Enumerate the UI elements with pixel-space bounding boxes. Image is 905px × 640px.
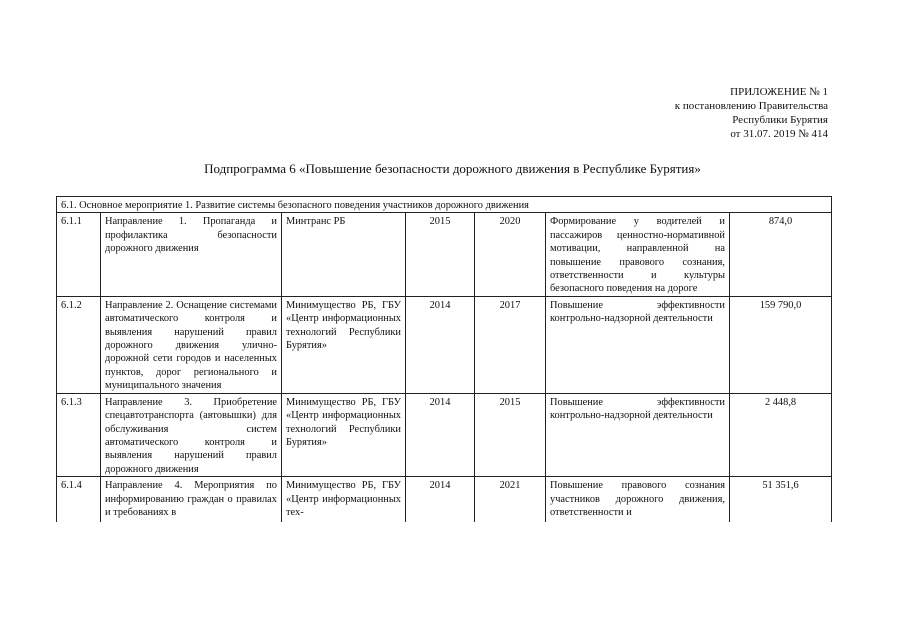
- row-end-year: 2017: [475, 296, 546, 393]
- row-direction: Направление 2. Оснащение системами автоматического контроля и выявления нарушений правил дорожного движения улично-дорожной сети городов и населенных пунктов, дорог регионального и муниципального значения: [101, 296, 282, 393]
- row-end-year: 2021: [475, 477, 546, 522]
- row-amount: 159 790,0: [730, 296, 832, 393]
- program-table: [56, 196, 832, 522]
- row-executor: Минимущество РБ, ГБУ «Центр информационных технологий Республики Бурятия»: [282, 393, 406, 476]
- row-executor: Минимущество РБ, ГБУ «Центр информационных технологий Республики Бурятия»: [282, 296, 406, 393]
- row-number: 6.1.1: [57, 213, 101, 296]
- appendix-date-number: от 31.07. 2019 № 414: [730, 128, 828, 140]
- table-row: [57, 393, 832, 476]
- appendix-republic: Республики Бурятия: [732, 114, 828, 126]
- row-number: 6.1.2: [57, 296, 101, 393]
- table-row: [57, 296, 832, 393]
- row-direction: Направление 1. Пропаганда и профилактика безопасности дорожного движения: [101, 213, 282, 296]
- row-direction: Направление 4. Мероприятия по информированию граждан о правилах и требованиях в: [101, 477, 282, 522]
- appendix-label: ПРИЛОЖЕНИЕ № 1: [730, 86, 828, 98]
- row-number: 6.1.3: [57, 393, 101, 476]
- table-row: [57, 477, 832, 522]
- row-end-year: 2015: [475, 393, 546, 476]
- document-title: Подпрограмма 6 «Повышение безопасности дорожного движения в Республике Бурятия»: [204, 161, 701, 176]
- row-start-year: 2014: [406, 477, 475, 522]
- row-executor: Минтранс РБ: [282, 213, 406, 296]
- row-start-year: 2014: [406, 296, 475, 393]
- section-title: 6.1. Основное мероприятие 1. Развитие системы безопасного поведения участников дорожного движения: [57, 197, 832, 213]
- row-amount: 874,0: [730, 213, 832, 296]
- row-start-year: 2014: [406, 393, 475, 476]
- section-row: [57, 197, 832, 213]
- row-result: Повышение правового сознания участников дорожного движения, ответственности и: [546, 477, 730, 522]
- row-amount: 51 351,6: [730, 477, 832, 522]
- appendix-resolution: к постановлению Правительства: [674, 100, 828, 112]
- row-amount: 2 448,8: [730, 393, 832, 476]
- table-row: [57, 213, 832, 296]
- row-start-year: 2015: [406, 213, 475, 296]
- row-result: Повышение эффективности контрольно-надзорной деятельности: [546, 393, 730, 476]
- row-result: Повышение эффективности контрольно-надзорной деятельности: [546, 296, 730, 393]
- row-result: Формирование у водителей и пассажиров ценностно-нормативной мотивации, направленной на повышение правового сознания, ответственности и культуры безопасного поведения на дороге: [546, 213, 730, 296]
- row-executor: Минимущество РБ, ГБУ «Центр информационных тех-: [282, 477, 406, 522]
- row-direction: Направление 3. Приобретение спецавтотранспорта (автовышки) для обслуживания систем автоматического контроля и выявления нарушений правил дорожного движения: [101, 393, 282, 476]
- row-end-year: 2020: [475, 213, 546, 296]
- row-number: 6.1.4: [57, 477, 101, 522]
